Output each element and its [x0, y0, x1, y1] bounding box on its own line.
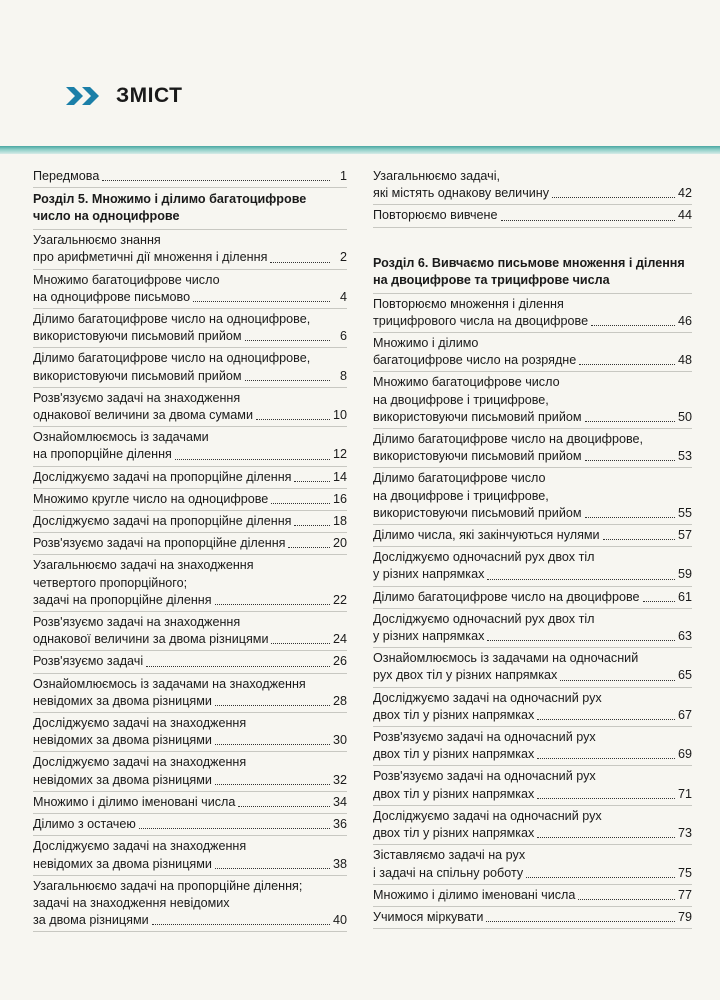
entry-line [373, 566, 692, 583]
entry-line [33, 895, 347, 912]
toc-entry[interactable] [33, 166, 347, 188]
entry-text: Ділимо з остачею [33, 817, 136, 832]
entry-text: однакової величини за двома різницями [33, 632, 269, 647]
page-number: 44 [677, 208, 692, 223]
dot-leader [256, 418, 330, 420]
entry-text: на пропорційне ділення [33, 447, 172, 462]
entry-text: використовуючи письмовий прийом [33, 368, 242, 383]
entry-line [33, 816, 347, 833]
entry-text: невідомих за двома різницями [33, 856, 212, 871]
toc-column-right [373, 166, 692, 929]
dot-leader [193, 300, 330, 302]
toc-entry[interactable] [33, 674, 347, 713]
entry-text: Розв'язуємо задачі [33, 654, 144, 669]
entry-text: невідомих за двома різницями [33, 772, 212, 787]
entry-text: Досліджуємо одночасний рух двох тіл [373, 550, 595, 565]
page-number: 61 [677, 589, 692, 604]
toc-entry[interactable] [373, 372, 692, 429]
toc-entry[interactable] [373, 806, 692, 845]
toc-header [64, 84, 182, 108]
page-number: 14 [332, 469, 347, 484]
entry-line [373, 185, 692, 202]
entry-text: Ділимо багатоцифрове число на одноцифрове, [33, 351, 311, 366]
entry-text: Множимо і ділимо іменовані числа [33, 794, 236, 809]
toc-entry[interactable] [33, 427, 347, 466]
toc-entry[interactable] [373, 547, 692, 586]
entry-text: однакової величини за двома сумами [33, 408, 253, 423]
toc-entry[interactable] [373, 429, 692, 468]
dot-leader [139, 827, 330, 829]
dot-leader [270, 261, 330, 263]
dot-leader [245, 379, 330, 381]
page-number: 24 [332, 632, 347, 647]
entry-line [373, 847, 692, 864]
dot-leader [487, 639, 675, 641]
toc-entry[interactable] [33, 836, 347, 875]
entry-line [373, 352, 692, 369]
entry-text: Повторюємо множення і ділення [373, 296, 564, 311]
entry-line [373, 825, 692, 842]
entry-line [33, 557, 347, 574]
dot-leader [238, 805, 330, 807]
entry-line [33, 754, 347, 771]
toc-entry[interactable] [33, 555, 347, 612]
dot-leader [215, 867, 330, 869]
entry-text: Учимося міркувати [373, 909, 484, 924]
entry-line [33, 878, 347, 895]
page-number: 16 [332, 491, 347, 506]
page-title: ЗМІСТ [116, 84, 183, 107]
entry-text: Досліджуємо задачі на пропорційне ділення [33, 514, 292, 529]
entry-text: Ділимо багатоцифрове число на двоцифрове, [373, 432, 644, 447]
toc-entry[interactable] [33, 752, 347, 791]
dot-leader [271, 502, 330, 504]
entry-line [33, 676, 347, 693]
entry-line [373, 768, 692, 785]
dot-leader [294, 524, 330, 526]
entry-text: двох тіл у різних напрямках [373, 786, 535, 801]
entry-line [373, 470, 692, 487]
page-number: 65 [677, 668, 692, 683]
entry-text: Ознайомлюємось із задачами [33, 430, 209, 445]
page-number: 63 [677, 629, 692, 644]
entry-line [33, 838, 347, 855]
page-number: 4 [339, 289, 347, 304]
page-number: 71 [677, 786, 692, 801]
entry-line [33, 912, 347, 929]
entry-line [373, 549, 692, 566]
entry-line [373, 374, 692, 391]
dot-leader [215, 783, 330, 785]
dot-leader [603, 538, 675, 540]
entry-text: Досліджуємо задачі на знаходження [33, 716, 247, 731]
dot-leader [294, 480, 330, 482]
toc-entry[interactable] [373, 166, 692, 205]
entry-line [33, 311, 347, 328]
entry-line [373, 808, 692, 825]
entry-line [33, 535, 347, 552]
entry-text: використовуючи письмовий прийом [373, 409, 582, 424]
dot-leader [552, 196, 675, 198]
entry-text: Зіставляємо задачі на рух [373, 848, 526, 863]
entry-text: четвертого пропорційного; [33, 575, 188, 590]
entry-line [373, 628, 692, 645]
toc-entry[interactable] [33, 713, 347, 752]
toc-entry[interactable] [373, 609, 692, 648]
toc-entry[interactable] [33, 612, 347, 651]
toc-entry[interactable] [33, 467, 347, 489]
entry-text: використовуючи письмовий прийом [373, 505, 582, 520]
entry-text: невідомих за двома різницями [33, 693, 212, 708]
entry-line [373, 488, 692, 505]
entry-line [33, 390, 347, 407]
toc-entry[interactable] [373, 688, 692, 727]
entry-text: у різних напрямках [373, 629, 485, 644]
entry-text: у різних напрямках [373, 567, 485, 582]
dot-leader [288, 546, 330, 548]
entry-text: Множимо і ділимо [373, 336, 479, 351]
entry-line [33, 732, 347, 749]
page-number: 36 [332, 817, 347, 832]
toc-entry[interactable] [373, 294, 692, 333]
toc-entry[interactable] [33, 511, 347, 533]
entry-line [33, 469, 347, 486]
dot-leader [537, 836, 675, 838]
toc-entry[interactable] [373, 648, 692, 687]
page-number: 73 [677, 826, 692, 841]
dot-leader [585, 516, 675, 518]
dot-leader [643, 600, 675, 602]
entry-line [33, 513, 347, 530]
entry-text: Ознайомлюємось із задачами на знаходження [33, 676, 306, 691]
entry-text: Множимо кругле число на одноцифрове [33, 491, 269, 506]
entry-line [33, 491, 347, 508]
entry-line [33, 614, 347, 631]
page-number: 1 [339, 169, 347, 183]
dot-leader [585, 459, 675, 461]
entry-text: Множимо багатоцифрове число [373, 375, 560, 390]
entry-line [373, 667, 692, 684]
entry-text: двох тіл у різних напрямках [373, 707, 535, 722]
entry-text: використовуючи письмовий прийом [373, 449, 582, 464]
entry-line [33, 168, 347, 185]
entry-text: задачі на знаходження невідомих [33, 895, 230, 910]
toc-entry[interactable] [373, 587, 692, 609]
entry-text: на одноцифрове письмово [33, 289, 191, 304]
entry-text: Розв'язуємо задачі на пропорційне ділення [33, 536, 286, 551]
entry-line [373, 409, 692, 426]
dot-leader [215, 603, 330, 605]
toc-entry[interactable] [33, 348, 347, 387]
entry-text: Досліджуємо задачі на знаходження [33, 839, 247, 854]
entry-text: використовуючи письмовий прийом [33, 329, 242, 344]
entry-text: трицифрового числа на двоцифрове [373, 313, 589, 328]
page-number: 57 [677, 528, 692, 543]
entry-text: Досліджуємо задачі на одночасний рух [373, 808, 602, 823]
toc-entry[interactable] [33, 270, 347, 309]
toc-entry[interactable] [33, 489, 347, 511]
entry-text: Ділимо числа, які закінчуються нулями [373, 528, 600, 543]
entry-text: Розв'язуємо задачі на одночасний рух [373, 730, 596, 745]
page-number: 42 [677, 186, 692, 201]
entry-text: Досліджуємо задачі на одночасний рух [373, 690, 602, 705]
entry-text: Узагальнюємо знання [33, 233, 161, 248]
toc-entry[interactable] [373, 333, 692, 372]
entry-text: задачі на пропорційне ділення [33, 592, 212, 607]
entry-line [33, 631, 347, 648]
page-number: 30 [332, 733, 347, 748]
entry-text: Розв'язуємо задачі на знаходження [33, 390, 241, 405]
entry-line [373, 527, 692, 544]
dot-leader [560, 679, 675, 681]
dot-leader [271, 642, 330, 644]
entry-line [33, 575, 347, 592]
page-number: 18 [332, 514, 347, 529]
entry-line [373, 650, 692, 667]
entry-line [373, 611, 692, 628]
entry-text: Ділимо багатоцифрове число на двоцифрове [373, 589, 640, 604]
dot-leader [152, 923, 330, 925]
entry-line [33, 693, 347, 710]
entry-line [373, 746, 692, 763]
entry-text: Множимо багатоцифрове число [33, 272, 220, 287]
entry-text: за двома різницями [33, 913, 149, 928]
dot-leader [486, 920, 675, 922]
entry-line [373, 690, 692, 707]
entry-text: невідомих за двома різницями [33, 733, 212, 748]
entry-line [33, 446, 347, 463]
toc-entry[interactable] [373, 885, 692, 907]
entry-line [373, 296, 692, 313]
page-number: 38 [332, 856, 347, 871]
toc-entry[interactable] [373, 525, 692, 547]
entry-text: на двоцифрове і трицифрове, [373, 392, 549, 407]
dot-leader [501, 219, 675, 221]
dot-leader [487, 578, 675, 580]
entry-line [33, 289, 347, 306]
entry-line [33, 232, 347, 249]
dot-leader [175, 458, 330, 460]
entry-text: Досліджуємо задачі на знаходження [33, 755, 247, 770]
entry-line [373, 207, 692, 224]
entry-text: Ділимо багатоцифрове число [373, 471, 546, 486]
entry-text: Ділимо багатоцифрове число на одноцифрове, [33, 312, 311, 327]
entry-text: Множимо і ділимо іменовані числа [373, 887, 576, 902]
entry-text: і задачі на спільну роботу [373, 865, 524, 880]
page-number: 34 [332, 794, 347, 809]
page-number: 48 [677, 353, 692, 368]
entry-line [33, 249, 347, 266]
entry-line [33, 794, 347, 811]
page-number: 59 [677, 567, 692, 582]
dot-leader [578, 898, 675, 900]
entry-text: Розв'язуємо задачі на знаходження [33, 615, 241, 630]
page-number: 77 [677, 887, 692, 902]
toc-column-left [33, 166, 347, 932]
toc-entry[interactable] [373, 727, 692, 766]
dot-leader [585, 420, 675, 422]
entry-text: двох тіл у різних напрямках [373, 747, 535, 762]
toc-entry[interactable] [373, 468, 692, 525]
entry-text: Узагальнюємо задачі на знаходження [33, 558, 254, 573]
entry-text: Розв'язуємо задачі на одночасний рух [373, 769, 596, 784]
page-number: 6 [339, 329, 347, 344]
dot-leader [526, 876, 675, 878]
entry-text: рух двох тіл у різних напрямках [373, 668, 558, 683]
toc-entry[interactable] [33, 814, 347, 836]
page-number: 46 [677, 313, 692, 328]
entry-text: Передмова [33, 169, 100, 183]
dot-leader [245, 339, 330, 341]
toc-entry[interactable] [373, 766, 692, 805]
toc-entry[interactable] [33, 388, 347, 427]
entry-text: багатоцифрове число на розрядне [373, 353, 577, 368]
entry-line [373, 887, 692, 904]
page-number: 50 [677, 409, 692, 424]
section-title: Розділ 6. Вивчаємо письмове множення і ділення на двоцифрове та трицифрове числа [373, 252, 692, 294]
toc-entry[interactable] [33, 876, 347, 933]
section-title: Розділ 5. Множимо і ділимо багатоцифрове число на одноцифрове [33, 188, 347, 230]
entry-line [33, 368, 347, 385]
page-number: 2 [339, 250, 347, 265]
entry-text: Досліджуємо задачі на пропорційне ділення [33, 469, 292, 484]
page-number: 79 [677, 909, 692, 924]
page-number: 67 [677, 707, 692, 722]
page-number: 75 [677, 865, 692, 880]
page-number: 28 [332, 693, 347, 708]
toc-entry[interactable] [33, 792, 347, 814]
entry-line [33, 715, 347, 732]
entry-text: на двоцифрове і трицифрове, [373, 488, 549, 503]
entry-line [373, 909, 692, 926]
dot-leader [537, 718, 675, 720]
dot-leader [537, 757, 675, 759]
entry-line [33, 653, 347, 670]
entry-text: Ознайомлюємось із задачами на одночасний [373, 651, 639, 666]
entry-line [33, 856, 347, 873]
dot-leader [591, 324, 675, 326]
entry-line [373, 431, 692, 448]
dot-leader [537, 797, 675, 799]
entry-line [373, 865, 692, 882]
entry-text: Повторюємо вивчене [373, 208, 498, 223]
entry-line [373, 589, 692, 606]
entry-line [33, 328, 347, 345]
toc-entry[interactable] [373, 907, 692, 929]
entry-line [373, 313, 692, 330]
page-number: 69 [677, 747, 692, 762]
dot-leader [579, 363, 675, 365]
toc-entry[interactable] [33, 533, 347, 555]
entry-line [33, 350, 347, 367]
double-chevron-icon [64, 84, 104, 108]
entry-text: про арифметичні дії множення і ділення [33, 250, 268, 265]
page-number: 12 [332, 447, 347, 462]
toc-entry[interactable] [373, 205, 692, 227]
page-number: 53 [677, 449, 692, 464]
dot-leader [215, 743, 330, 745]
header-divider [0, 146, 720, 154]
page-number: 55 [677, 505, 692, 520]
entry-line [373, 707, 692, 724]
page-number: 10 [332, 408, 347, 423]
entry-line [373, 335, 692, 352]
entry-line [373, 786, 692, 803]
entry-line [33, 592, 347, 609]
entry-text: Узагальнюємо задачі на пропорційне ділення; [33, 878, 303, 893]
toc-entry[interactable] [33, 309, 347, 348]
page-number: 20 [332, 536, 347, 551]
page-number: 40 [332, 913, 347, 928]
entry-line [33, 772, 347, 789]
page-number: 8 [339, 368, 347, 383]
entry-text: Досліджуємо одночасний рух двох тіл [373, 611, 595, 626]
entry-line [373, 505, 692, 522]
dot-leader [215, 704, 330, 706]
page-number: 22 [332, 592, 347, 607]
page-number: 26 [332, 654, 347, 669]
entry-line [33, 272, 347, 289]
entry-line [373, 448, 692, 465]
entry-line [373, 168, 692, 185]
dot-leader [146, 665, 330, 667]
entry-line [373, 392, 692, 409]
toc-entry[interactable] [33, 230, 347, 269]
page-number: 32 [332, 772, 347, 787]
entry-text: які містять однакову величину [373, 186, 550, 201]
toc-entry[interactable] [373, 845, 692, 884]
entry-line [373, 729, 692, 746]
entry-text: Узагальнюємо задачі, [373, 169, 501, 183]
entry-line [33, 429, 347, 446]
dot-leader [102, 179, 330, 181]
entry-text: двох тіл у різних напрямках [373, 826, 535, 841]
toc-entry[interactable] [33, 651, 347, 673]
entry-line [33, 407, 347, 424]
